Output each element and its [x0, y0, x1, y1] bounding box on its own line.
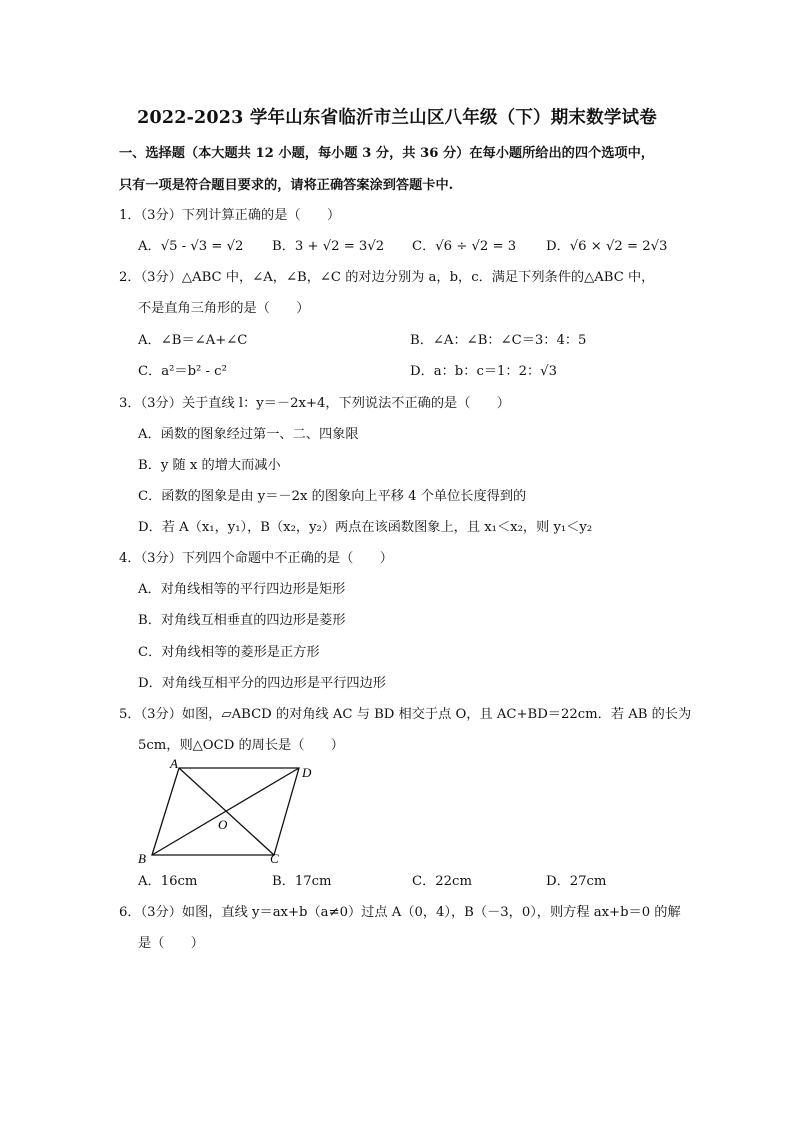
vertex-label-b: B — [138, 851, 146, 866]
q4-option-a: A．对角线相等的平行四边形是矩形 — [138, 582, 346, 597]
q1-option-a: A．√5 - √3 = √2 — [138, 239, 244, 254]
q3-option-c: C．函数的图象是由 y＝－2x 的图象向上平移 4 个单位长度得到的 — [138, 489, 527, 504]
q2-stem-line-1: 2．（3分）△ABC 中，∠A，∠B，∠C 的对边分别为 a，b，c．满足下列条件的△ABC 中， — [119, 270, 655, 285]
q5-stem-line-2: 5cm，则△OCD 的周长是（ ） — [138, 738, 344, 753]
vertex-label-a: A — [170, 758, 178, 771]
q3-option-b: B．y 随 x 的增大而减小 — [138, 458, 281, 473]
section-heading-line-2: 只有一项是符合题目要求的，请将正确答案涂到答题卡中. — [119, 178, 454, 193]
q1-option-c: C．√6 ÷ √2 = 3 — [412, 239, 517, 254]
q1-option-b: B．3 + √2 = 3√2 — [272, 239, 385, 254]
q2-option-d: D．a：b：c＝1：2：√3 — [410, 364, 557, 379]
q3-stem: 3．（3分）关于直线 l：y＝－2x+4，下列说法不正确的是（ ） — [119, 396, 510, 411]
q1-option-d: D．√6 × √2 = 2√3 — [546, 239, 668, 254]
q2-option-b: B．∠A：∠B：∠C＝3：4：5 — [410, 333, 587, 348]
center-label-o: O — [218, 817, 228, 832]
section-heading-line-1: 一、选择题（本大题共 12 小题，每小题 3 分，共 36 分）在每小题所给出的四个选项中， — [119, 146, 654, 161]
q2-stem-line-2: 不是直角三角形的是（ ） — [138, 301, 310, 316]
q5-stem-line-1: 5．（3分）如图，▱ABCD 的对角线 AC 与 BD 相交于点 O，且 AC+BD＝22cm．若 AB 的长为 — [119, 707, 692, 722]
vertex-label-d: D — [302, 765, 312, 780]
q3-option-d: D．若 A（x₁，y₁），B（x₂，y₂）两点在该函数图象上，且 x₁＜x₂，则 y₁＜y₂ — [138, 520, 593, 535]
q5-option-a: A．16cm — [138, 874, 198, 889]
q5-option-d: D．27cm — [546, 874, 607, 889]
page-title: 2022-2023 学年山东省临沂市兰山区八年级（下）期末数学试卷 — [137, 108, 657, 128]
diagonal-bd — [152, 768, 299, 855]
q4-option-b: B．对角线互相垂直的四边形是菱形 — [138, 613, 346, 628]
q3-option-a: A．函数的图象经过第一、二、四象限 — [138, 427, 359, 442]
q4-option-c: C．对角线相等的菱形是正方形 — [138, 645, 320, 660]
q6-stem-line-1: 6．（3分）如图，直线 y＝ax+b（a≠0）过点 A（0，4），B（－3，0），则方程 ax+b＝0 的解 — [119, 905, 681, 920]
q4-stem: 4．（3分）下列四个命题中不正确的是（ ） — [119, 551, 393, 566]
vertex-label-c: C — [270, 851, 279, 866]
q4-option-d: D．对角线互相平分的四边形是平行四边形 — [138, 676, 386, 691]
q2-option-c: C．a²＝b² - c² — [138, 364, 227, 379]
parallelogram-figure — [130, 758, 330, 870]
q5-option-c: C．22cm — [412, 874, 472, 889]
q2-option-a: A．∠B＝∠A+∠C — [138, 333, 248, 348]
q5-option-b: B．17cm — [272, 874, 332, 889]
q6-stem-line-2: 是（ ） — [138, 936, 204, 951]
q1-stem: 1．（3分）下列计算正确的是（ ） — [119, 208, 341, 223]
